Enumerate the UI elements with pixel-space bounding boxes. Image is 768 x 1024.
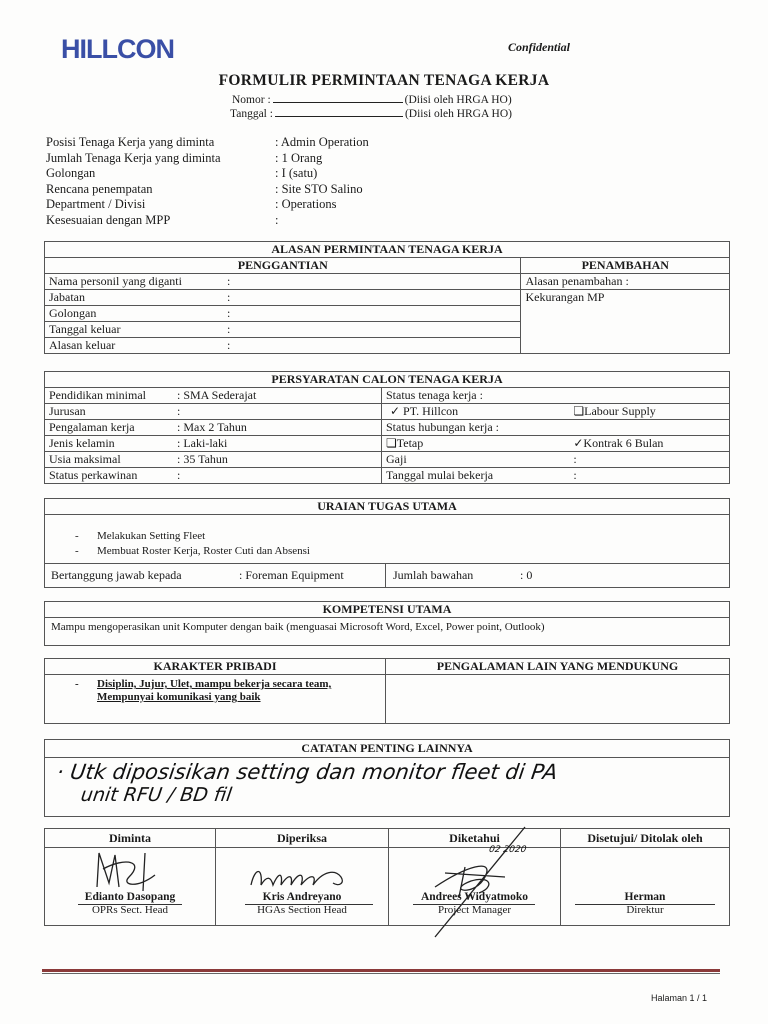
req-label: Pengalaman kerja: [45, 420, 174, 436]
tanggung-value: : Foreman Equipment: [239, 568, 344, 582]
diminta-role: OPRs Sect. Head: [91, 904, 169, 916]
req-value: :: [173, 468, 382, 484]
kompetensi-box: [44, 601, 730, 646]
persyaratan-title: PERSYARATAN CALON TENAGA KERJA: [45, 372, 730, 388]
pengalaman-title: PENGALAMAN LAIN YANG MENDUKUNG: [386, 659, 729, 675]
karakter-title: KARAKTER PRIBADI: [45, 659, 385, 675]
disetujui-role: Direktur: [626, 904, 664, 916]
diketahui-name: Andrees Widyatmoko: [420, 891, 529, 903]
catatan-hand-line1: · Utk diposisikan setting dan monitor fleet di PA: [55, 760, 560, 784]
diminta-title: Diminta: [109, 831, 151, 845]
pengganti-colon: :: [223, 274, 521, 290]
req-value: : Max 2 Tahun: [173, 420, 382, 436]
page-number: Halaman 1 / 1: [651, 993, 708, 1003]
info-row: Department / Divisi : Operations: [46, 197, 337, 211]
pengganti-label: Jabatan: [45, 290, 224, 306]
bawahan-label: Jumlah bawahan: [393, 568, 474, 582]
pengganti-colon: :: [223, 322, 521, 338]
tanggal-blank: [275, 105, 403, 117]
req-label: Usia maksimal: [45, 452, 174, 468]
diminta-name: Edianto Dasopang: [84, 891, 176, 903]
catatan-box: [44, 739, 730, 817]
pengganti-label: Tanggal keluar: [45, 322, 224, 338]
diketahui-title: Diketahui: [449, 831, 500, 845]
catatan-title: CATATAN PENTING LAINNYA: [45, 740, 729, 758]
divider: [385, 564, 386, 587]
penggantian-header: PENGGANTIAN: [45, 258, 521, 274]
penambahan-value: Kekurangan MP: [521, 290, 730, 354]
mulai-colon: :: [569, 468, 729, 484]
diminta-signature-icon: [85, 847, 175, 893]
company-logo: HILLCON: [61, 34, 174, 64]
penambahan-header: PENAMBAHAN: [521, 258, 730, 274]
alasan-table: [44, 241, 730, 354]
pengganti-colon: :: [223, 338, 521, 354]
diketahui-signature-icon: [375, 807, 555, 947]
karakter-box: [44, 658, 730, 724]
req-value: :: [173, 404, 382, 420]
status-opt-hillcon: ✓ PT. Hillcon: [382, 404, 570, 420]
footer-rule: [42, 969, 720, 972]
footer-rule-thin: [42, 973, 720, 974]
status-opt-labour: ❏Labour Supply: [569, 404, 729, 420]
diketahui-date: 02 2020: [488, 845, 527, 855]
diperiksa-role: HGAs Section Head: [257, 904, 347, 916]
info-row: Golongan : I (satu): [46, 166, 318, 180]
diperiksa-title: Diperiksa: [276, 831, 327, 845]
info-row: Jumlah Tenaga Kerja yang diminta : 1 Orang: [46, 150, 323, 165]
karakter-text: - Disiplin, Jujur, Ulet, mampu bekerja secara team, Mempunyai komunikasi yang baik: [75, 678, 332, 703]
confidential-label: Confidential: [508, 40, 571, 54]
nomor-note: (Diisi oleh HRGA HO): [404, 94, 512, 106]
info-row: Rencana penempatan : Site STO Salino: [46, 181, 363, 196]
info-row: Kesesuaian dengan MPP :: [46, 212, 279, 227]
hubungan-opt-tetap: ❏Tetap: [382, 436, 570, 452]
info-row: Posisi Tenaga Kerja yang diminta : Admin Operation: [46, 135, 369, 149]
alasan-title: ALASAN PERMINTAAN TENAGA KERJA: [45, 242, 730, 258]
req-label: Jurusan: [45, 404, 174, 420]
hubungan-label: Status hubungan kerja :: [382, 420, 730, 436]
gaji-colon: :: [569, 452, 729, 468]
signature-box: [44, 828, 730, 926]
pengganti-colon: :: [223, 306, 521, 322]
pengganti-label: Golongan: [45, 306, 224, 322]
catatan-hand-line2: unit RFU / BD fil: [79, 784, 234, 806]
diketahui-role: Project Manager: [438, 904, 511, 916]
req-label: Pendidikan minimal: [45, 388, 174, 404]
nomor-blank: [273, 91, 403, 103]
tanggung-row: [45, 563, 729, 587]
req-label: Status perkawinan: [45, 468, 174, 484]
persyaratan-table: [44, 371, 730, 484]
tanggung-label: Bertanggung jawab kepada: [51, 568, 182, 582]
pengganti-label: Nama personil yang diganti: [45, 274, 224, 290]
req-value: : SMA Sederajat: [173, 388, 382, 404]
diperiksa-name: Kris Andreyano: [262, 891, 342, 903]
gaji-label: Gaji: [382, 452, 570, 468]
disetujui-title: Disetujui/ Ditolak oleh: [587, 831, 703, 845]
form-title: FORMULIR PERMINTAAN TENAGA KERJA: [218, 72, 550, 89]
pengganti-label: Alasan keluar: [45, 338, 224, 354]
nomor-label: Nomor :: [232, 94, 271, 106]
disetujui-name: Herman: [624, 891, 666, 903]
pengganti-colon: :: [223, 290, 521, 306]
req-value: : 35 Tahun: [173, 452, 382, 468]
req-label: Jenis kelamin: [45, 436, 174, 452]
kompetensi-title: KOMPETENSI UTAMA: [45, 602, 729, 618]
tanggal-line: [230, 105, 512, 120]
hubungan-opt-kontrak: ✓Kontrak 6 Bulan: [569, 436, 729, 452]
bawahan-value: : 0: [520, 568, 533, 582]
diperiksa-signature-icon: [245, 857, 365, 893]
uraian-box: [44, 498, 730, 588]
penambahan-label: Alasan penambahan :: [521, 274, 730, 290]
nomor-line: [232, 91, 512, 106]
uraian-title: URAIAN TUGAS UTAMA: [45, 499, 729, 515]
mulai-label: Tanggal mulai bekerja: [382, 468, 570, 484]
tanggal-note: (Diisi oleh HRGA HO): [404, 108, 512, 120]
list-item: - Melakukan Setting Fleet: [75, 530, 206, 542]
req-value: : Laki-laki: [173, 436, 382, 452]
status-label: Status tenaga kerja :: [382, 388, 730, 404]
list-item: - Membuat Roster Kerja, Roster Cuti dan Absensi: [75, 545, 310, 557]
kompetensi-text: Mampu mengoperasikan unit Komputer dengan baik (menguasai Microsoft Word, Excel, Power point, Outlook): [51, 621, 545, 633]
position-info: [46, 135, 369, 228]
tanggal-label: Tanggal :: [230, 108, 273, 120]
uraian-list: [75, 529, 310, 559]
